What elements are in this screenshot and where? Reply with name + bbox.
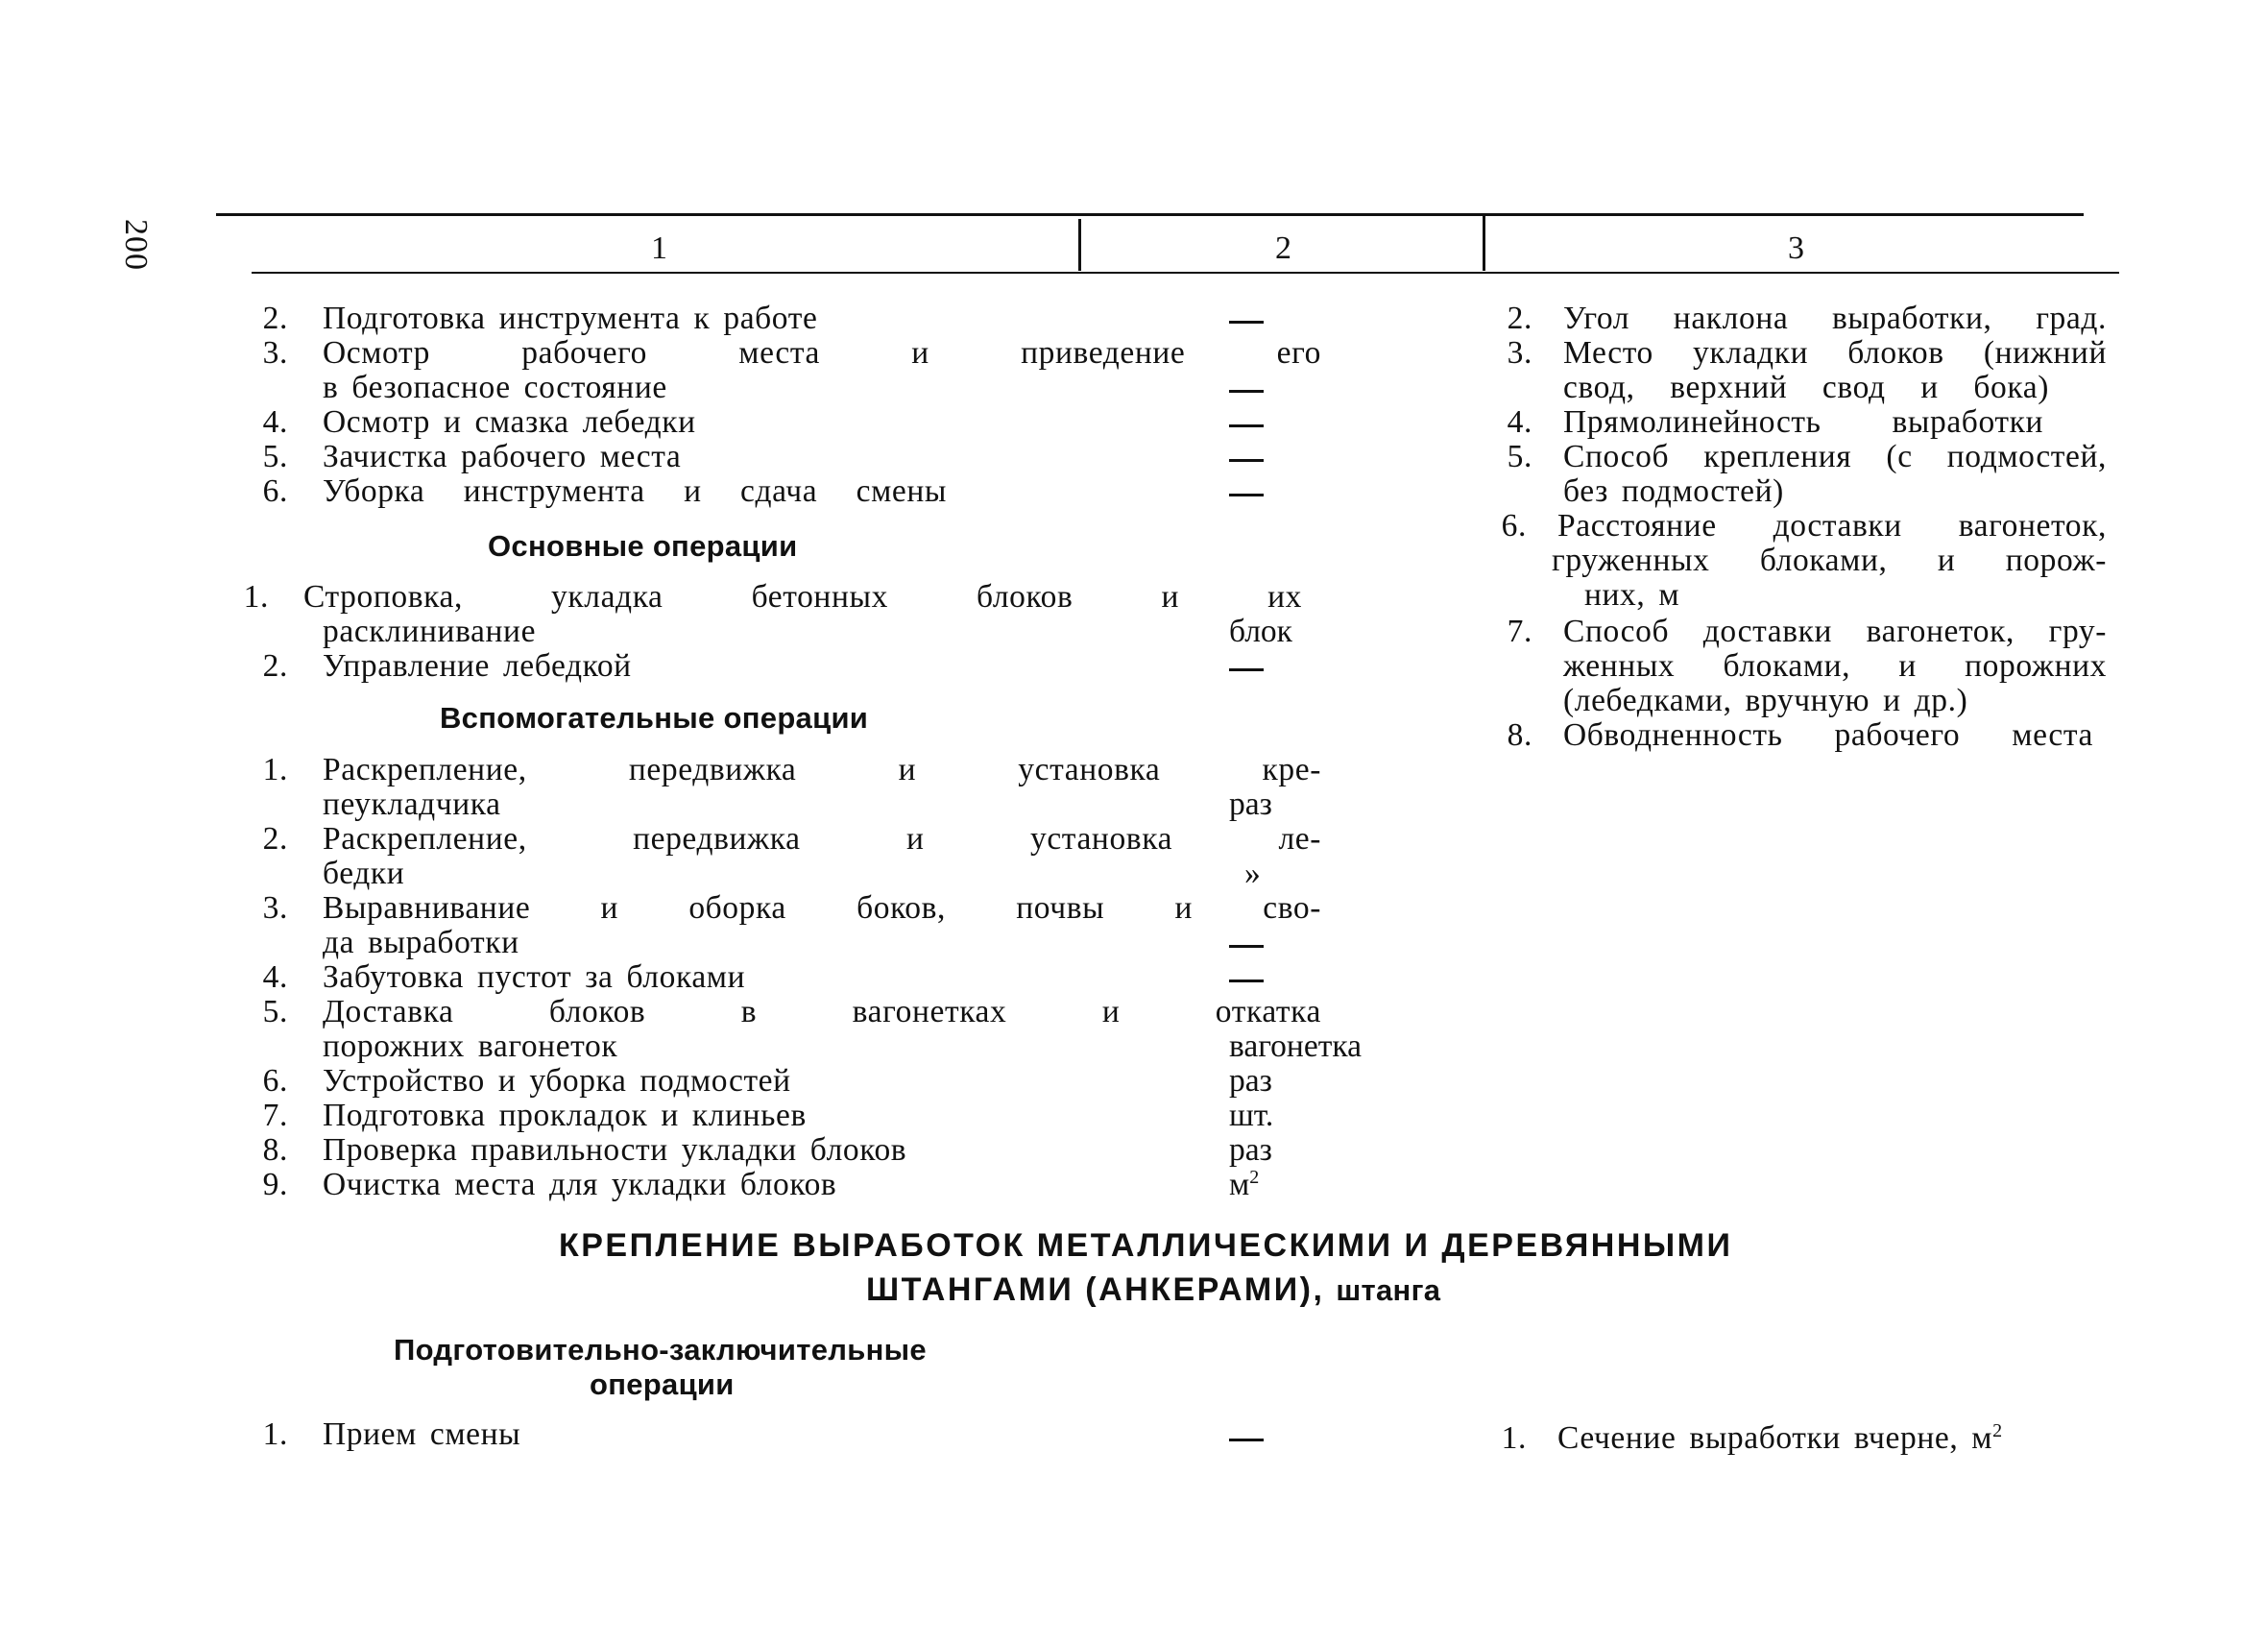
item-text-continued: да выработки <box>323 925 519 960</box>
item-number: 1. <box>262 752 288 787</box>
item-number: 6. <box>262 473 288 509</box>
item-number: 4. <box>262 404 288 440</box>
header-bottom-rule <box>252 272 2119 274</box>
item-number: 5. <box>262 439 288 474</box>
section-heading-prep-cont: операции <box>590 1367 735 1401</box>
empty-unit-dash <box>1229 459 1264 462</box>
item-text: Способ доставки вагонеток, гру- <box>1563 614 2107 649</box>
item-text-continued: в безопасное состояние <box>323 370 667 405</box>
item-number: 4. <box>262 959 288 995</box>
item-text-continued: пеукладчика <box>323 786 501 822</box>
empty-unit-dash <box>1229 980 1264 982</box>
item-number: 2. <box>262 301 288 336</box>
unit-superscript: 2 <box>1249 1166 1260 1188</box>
item-number: 4. <box>1507 404 1532 440</box>
item-number: 1. <box>1501 1420 1527 1456</box>
item-text: Забутовка пустот за блоками <box>323 959 746 995</box>
section-heading-aux: Вспомогательные операции <box>440 701 869 735</box>
item-text: Строповка, укладка бетонных блоков и их <box>303 579 1302 615</box>
section-heading-main: Основные операции <box>488 529 798 563</box>
item-number: 1. <box>243 579 269 615</box>
item-text-continued: женных блоками, и порожних <box>1563 648 2107 684</box>
item-number: 7. <box>1507 614 1532 649</box>
item-text-continued: расклинивание <box>323 614 537 649</box>
item-number: 2. <box>262 821 288 857</box>
item-text <box>1557 1421 2003 1456</box>
item-number: 7. <box>262 1098 288 1133</box>
empty-unit-dash <box>1229 494 1264 496</box>
column-header-1: 1 <box>651 230 667 266</box>
item-text: Подготовка прокладок и клиньев <box>323 1098 807 1133</box>
column-header-3: 3 <box>1788 230 1804 266</box>
empty-unit-dash <box>1229 945 1264 948</box>
item-text: Проверка правильности укладки блоков <box>323 1132 907 1168</box>
item-text: Зачистка рабочего места <box>323 439 682 474</box>
section-heading-prep: Подготовительно-заключительные <box>394 1333 927 1367</box>
item-text: Угол наклона выработки, град. <box>1563 301 2107 336</box>
item-text-continued: свод, верхний свод и бока) <box>1563 370 2049 405</box>
section-title-unit: штанга <box>1336 1273 1441 1307</box>
item-text-continued: без подмостей) <box>1563 473 1784 509</box>
column-divider-1 <box>1078 219 1081 271</box>
item-text: Место укладки блоков (нижний <box>1563 335 2107 371</box>
item-text-continued: (лебедками, вручную и др.) <box>1563 683 1968 718</box>
column-header-2: 2 <box>1275 230 1291 266</box>
unit-value: раз <box>1229 1132 1272 1168</box>
item-text-continued: них, м <box>1584 577 1680 613</box>
item-number: 6. <box>1501 508 1527 544</box>
item-text-body: Сечение выработки вчерне, м <box>1557 1420 1993 1456</box>
item-text: Осмотр рабочего места и приведение его <box>323 335 1321 371</box>
item-text: Раскрепление, передвижка и установка кре- <box>323 752 1321 787</box>
item-text: Доставка блоков в вагонетках и откатка <box>323 994 1321 1029</box>
section-title-text: ШТАНГАМИ (АНКЕРАМИ), <box>866 1271 1325 1308</box>
item-text: Управление лебедкой <box>323 648 632 684</box>
item-number: 2. <box>262 648 288 684</box>
empty-unit-dash <box>1229 424 1264 427</box>
item-text: Осмотр и смазка лебедки <box>323 404 696 440</box>
item-number: 1. <box>262 1416 288 1452</box>
unit-value-text: м <box>1229 1167 1250 1202</box>
empty-unit-dash <box>1229 390 1264 393</box>
item-number: 9. <box>262 1167 288 1202</box>
item-text: Уборка инструмента и сдача смены <box>323 473 947 509</box>
unit-value: раз <box>1229 1063 1272 1099</box>
item-text: Прямолинейность выработки <box>1563 404 2043 440</box>
unit-value: раз <box>1229 786 1272 822</box>
item-number: 5. <box>262 994 288 1029</box>
item-number: 8. <box>1507 717 1532 753</box>
item-text-continued: бедки <box>323 856 405 891</box>
item-number: 2. <box>1507 301 1532 336</box>
item-text: Подготовка инструмента к работе <box>323 301 818 336</box>
page-number: 200 <box>118 219 154 271</box>
column-divider-2 <box>1483 215 1485 271</box>
item-number: 3. <box>262 890 288 926</box>
item-number: 5. <box>1507 439 1532 474</box>
item-text: Расстояние доставки вагонеток, <box>1557 508 2107 544</box>
unit-value: вагонетка <box>1229 1028 1362 1064</box>
item-text: Обводненность рабочего места <box>1563 717 2093 753</box>
section-title-line1: КРЕПЛЕНИЕ ВЫРАБОТОК МЕТАЛЛИЧЕСКИМИ И ДЕРЕВЯННЫМИ <box>559 1227 1733 1264</box>
unit-superscript: 2 <box>1992 1419 2003 1441</box>
item-text: Способ крепления (с подмостей, <box>1563 439 2107 474</box>
section-title-line2 <box>866 1271 1440 1309</box>
item-text: Раскрепление, передвижка и установка ле- <box>323 821 1321 857</box>
item-text: Выравнивание и оборка боков, почвы и сво- <box>323 890 1321 926</box>
unit-value: блок <box>1229 614 1292 649</box>
item-text-continued: порожних вагонеток <box>323 1028 618 1064</box>
empty-unit-dash <box>1229 1439 1264 1441</box>
item-number: 8. <box>262 1132 288 1168</box>
unit-value <box>1229 1168 1259 1202</box>
item-text: Прием смены <box>323 1416 521 1452</box>
empty-unit-dash <box>1229 321 1264 324</box>
item-number: 3. <box>262 335 288 371</box>
item-number: 3. <box>1507 335 1532 371</box>
unit-value: » <box>1244 856 1261 891</box>
item-number: 6. <box>262 1063 288 1099</box>
item-text: Очистка места для укладки блоков <box>323 1167 837 1202</box>
item-text: Устройство и уборка подмостей <box>323 1063 791 1099</box>
unit-value: шт. <box>1229 1098 1274 1133</box>
header-top-rule <box>216 213 2084 216</box>
item-text-continued: груженных блоками, и порож- <box>1552 543 2107 578</box>
empty-unit-dash <box>1229 668 1264 671</box>
